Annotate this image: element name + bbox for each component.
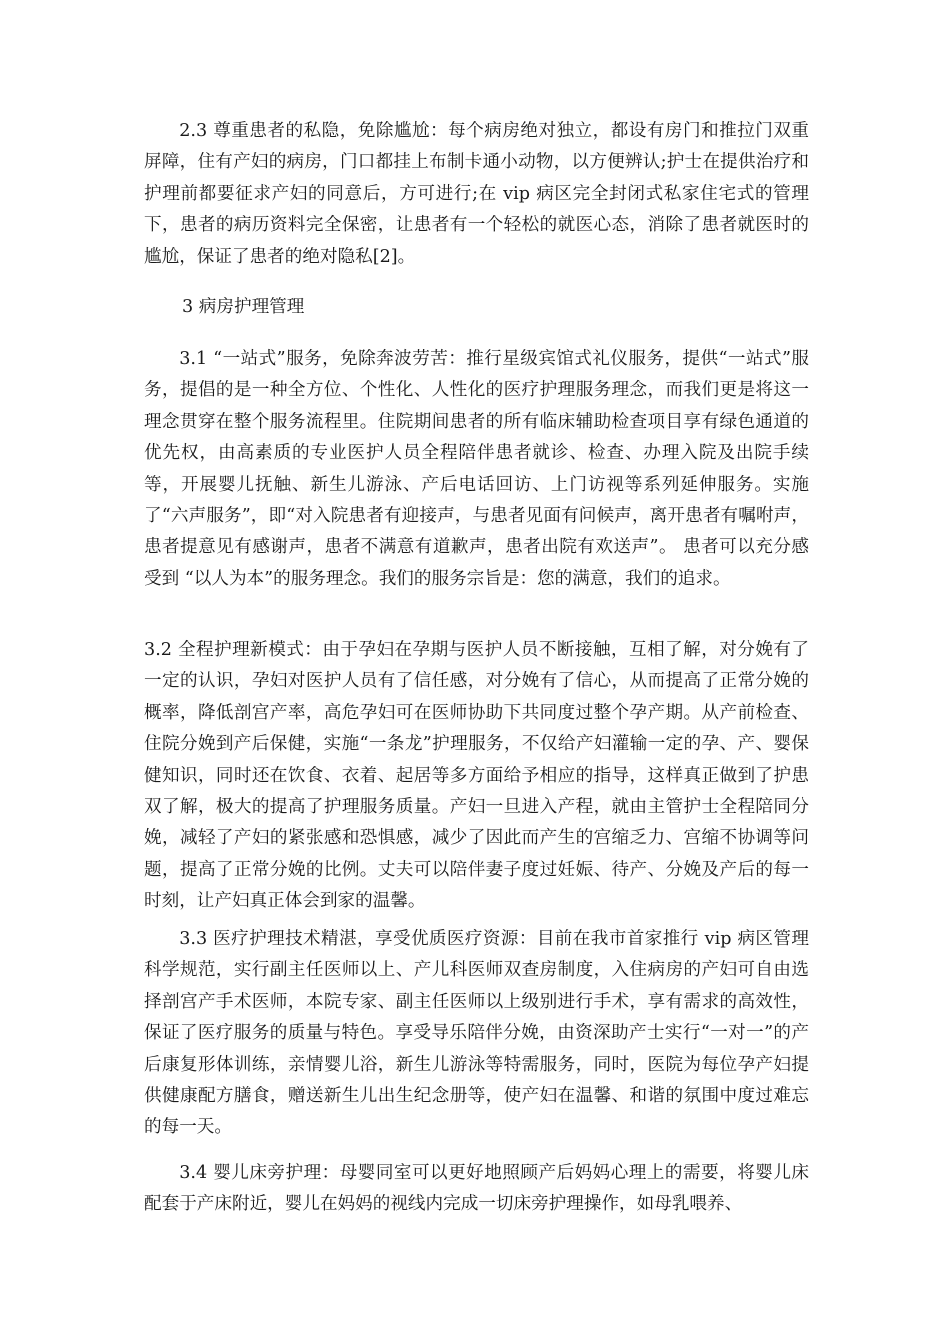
paragraph-3-3: 3.3 医疗护理技术精湛，享受优质医疗资源：目前在我市首家推行 vip 病区管理科学规范，实行副主任医师以上、产儿科医师双查房制度，入住病房的产妇可自由选择剖宫产手术医师，本院专家、副主任医师以上级别进行手术，享有需求的高效性，保证了医疗服务的质量与特色。享受导乐陪伴分娩，由资深助产士实行“一对一”的产后康复形体训练，亲情婴儿浴，新生儿游泳等特需服务，同时，医院为每位孕产妇提供健康配方膳食，赠送新生儿出生纪念册等，使产妇在温馨、和谐的氛围中度过难忘的每一天。 <box>144 929 809 1138</box>
section-heading: 3 病房护理管理 <box>182 297 305 317</box>
paragraph-2-3: 2.3 尊重患者的私隐，免除尴尬：每个病房绝对独立，都设有房门和推拉门双重屏障，住有产妇的病房，门口都挂上布制卡通小动物，以方便辨认;护士在提供治疗和护理前都要征求产妇的同意后，方可进行;在 vip 病区完全封闭式私家住宅式的管理下，患者的病历资料完全保密，让患者有一个轻松的就医心态，消除了患者就医时的尴尬，保证了患者的绝对隐私[2]。 <box>144 121 809 267</box>
paragraph-3-1: 3.1 “一站式”服务，免除奔波劳苦：推行星级宾馆式礼仪服务，提供“一站式”服务，提倡的是一种全方位、个性化、人性化的医疗护理服务理念，而我们更是将这一理念贯穿在整个服务流程里。住院期间患者的所有临床辅助检查项目享有绿色通道的优先权，由高素质的专业医护人员全程陪伴患者就诊、检查、办理入院及出院手续等，开展婴儿抚触、新生儿游泳、产后电话回访、上门访视等系列延伸服务。实施了“六声服务”，即“对入院患者有迎接声，与患者见面有问候声，离开患者有嘱咐声，患者提意见有感谢声，患者不满意有道歉声，患者出院有欢送声”。 患者可以充分感受到 “以人为本”的服务理念。我们的服务宗旨是：您的满意，我们的追求。 <box>144 349 809 589</box>
paragraph-3-2: 3.2 全程护理新模式：由于孕妇在孕期与医护人员不断接触，互相了解，对分娩有了一定的认识，孕妇对医护人员有了信任感，对分娩有了信心，从而提高了正常分娩的概率，降低剖宫产率，高危孕妇可在医师协助下共同度过整个孕产期。从产前检查、住院分娩到产后保健，实施“一条龙”护理服务，不仅给产妇灌输一定的孕、产、婴保健知识，同时还在饮食、衣着、起居等多方面给予相应的指导，这样真正做到了护患双了解，极大的提高了护理服务质量。产妇一旦进入产程，就由主管护士全程陪同分娩，减轻了产妇的紧张感和恐惧感，减少了因此而产生的宫缩乏力、宫缩不协调等问题，提高了正常分娩的比例。丈夫可以陪伴妻子度过妊娠、待产、分娩及产后的每一时刻，让产妇真正体会到家的温馨。 <box>144 640 809 912</box>
paragraph-3-4: 3.4 婴儿床旁护理：母婴同室可以更好地照顾产后妈妈心理上的需要，将婴儿床配套于产床附近，婴儿在妈妈的视线内完成一切床旁护理操作，如母乳喂养、 <box>144 1163 809 1215</box>
